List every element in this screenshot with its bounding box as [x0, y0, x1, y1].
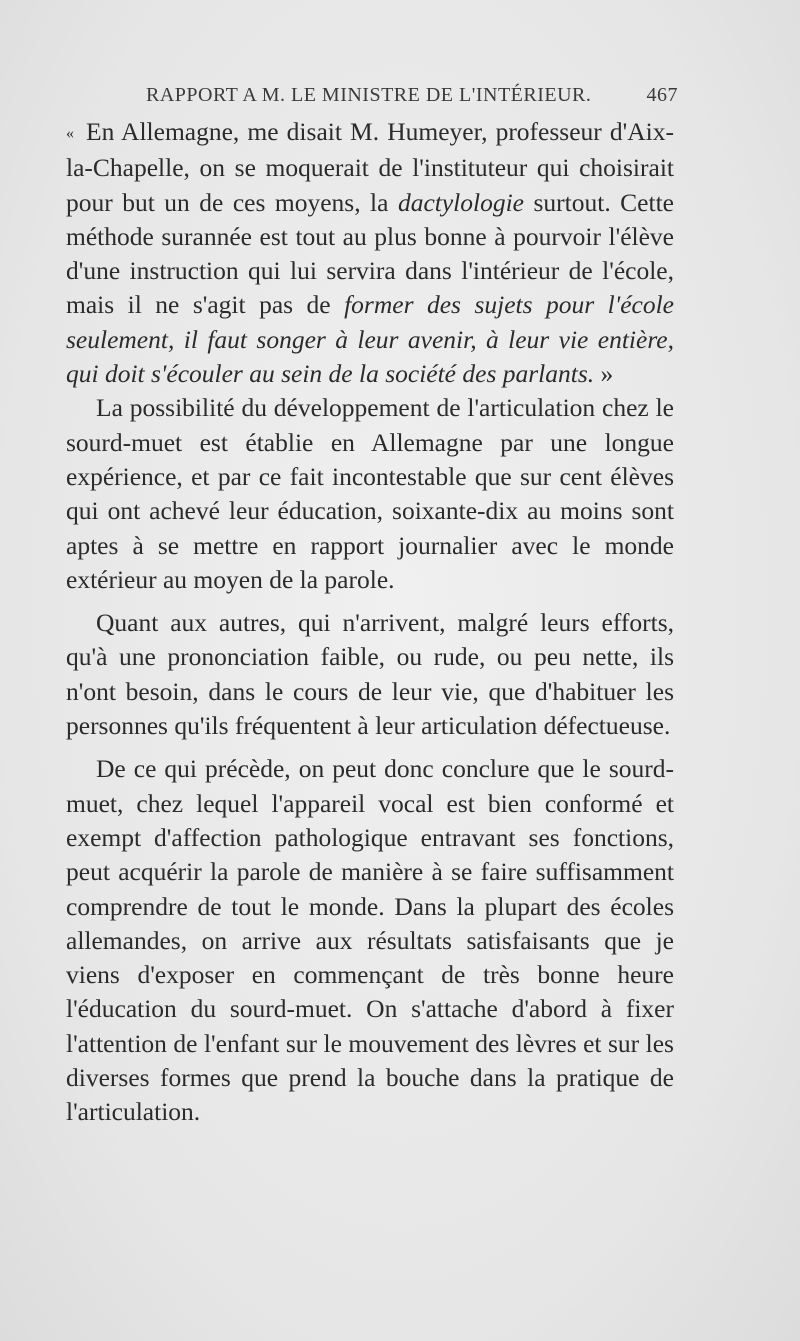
paragraph-others [66, 606, 674, 743]
italic-segment: dactylologie [397, 187, 524, 217]
running-title: RAPPORT A M. LE MINISTRE DE L'INTÉRIEUR. [146, 84, 592, 106]
paragraph-quote [66, 115, 674, 391]
text-segment: La possibilité du développement de l'articulation chez le sourd-muet est établie en Allemagne par une longue expérience, et par ce fait incontestable que sur cent élèves qui ont achevé leur éducation, soixante-dix au moins sont aptes à se mettre en rapport journalier avec le monde extérieur au moyen de la parole. [66, 393, 674, 594]
quote-close-mark: » [594, 359, 614, 389]
page-header [146, 84, 678, 114]
text-segment: Quant aux autres, qui n'arrivent, malgré leurs efforts, qu'à une prononciation faible, ou rude, ou peu nette, ils n'ont besoin, dans le cours de leur vie, que d'habituer les personnes qu'ils fréquentent à leur articulation défectueuse. [66, 608, 674, 741]
text-segment: De ce qui précède, on peut donc conclure que le sourd-muet, chez lequel l'appareil vocal est bien conformé et exempt d'affection pathologique entravant ses fonctions, peut acquérir la parole de manière à se faire suffisamment comprendre de tout le monde. Dans la plupart des écoles allemandes, on arrive aux résultats satisfaisants que je viens d'exposer en commençant de très bonne heure l'éducation du sourd-muet. On s'attache d'abord à fixer l'attention de l'enfant sur le mouvement des lèvres et sur les diverses formes que prend la bouche dans la pratique de l'articulation. [66, 754, 674, 1127]
paragraph-articulation [66, 391, 674, 597]
quote-open-mark: « [66, 125, 74, 142]
page-number: 467 [646, 84, 678, 106]
text-segment: En Allemagne, me disait M. Humeyer, professeur d'Aix-la-Chapelle, on se moquerait de l'instituteur qui choisirait pour but un de ces moyens, la [66, 117, 674, 217]
body-text [66, 115, 674, 1130]
italic-segment: former des sujets pour l'école seulement, il faut songer à leur avenir, à leur vie entière, qui doit s'écouler au sein de la société des parlants. [66, 290, 674, 389]
text-segment: surtout. Cette méthode surannée est tout au plus bonne à pourvoir l'élève d'une instruction qui lui servira dans l'intérieur de l'école, mais il ne s'agit pas de [66, 187, 674, 320]
paragraph-conclusion [66, 752, 674, 1129]
